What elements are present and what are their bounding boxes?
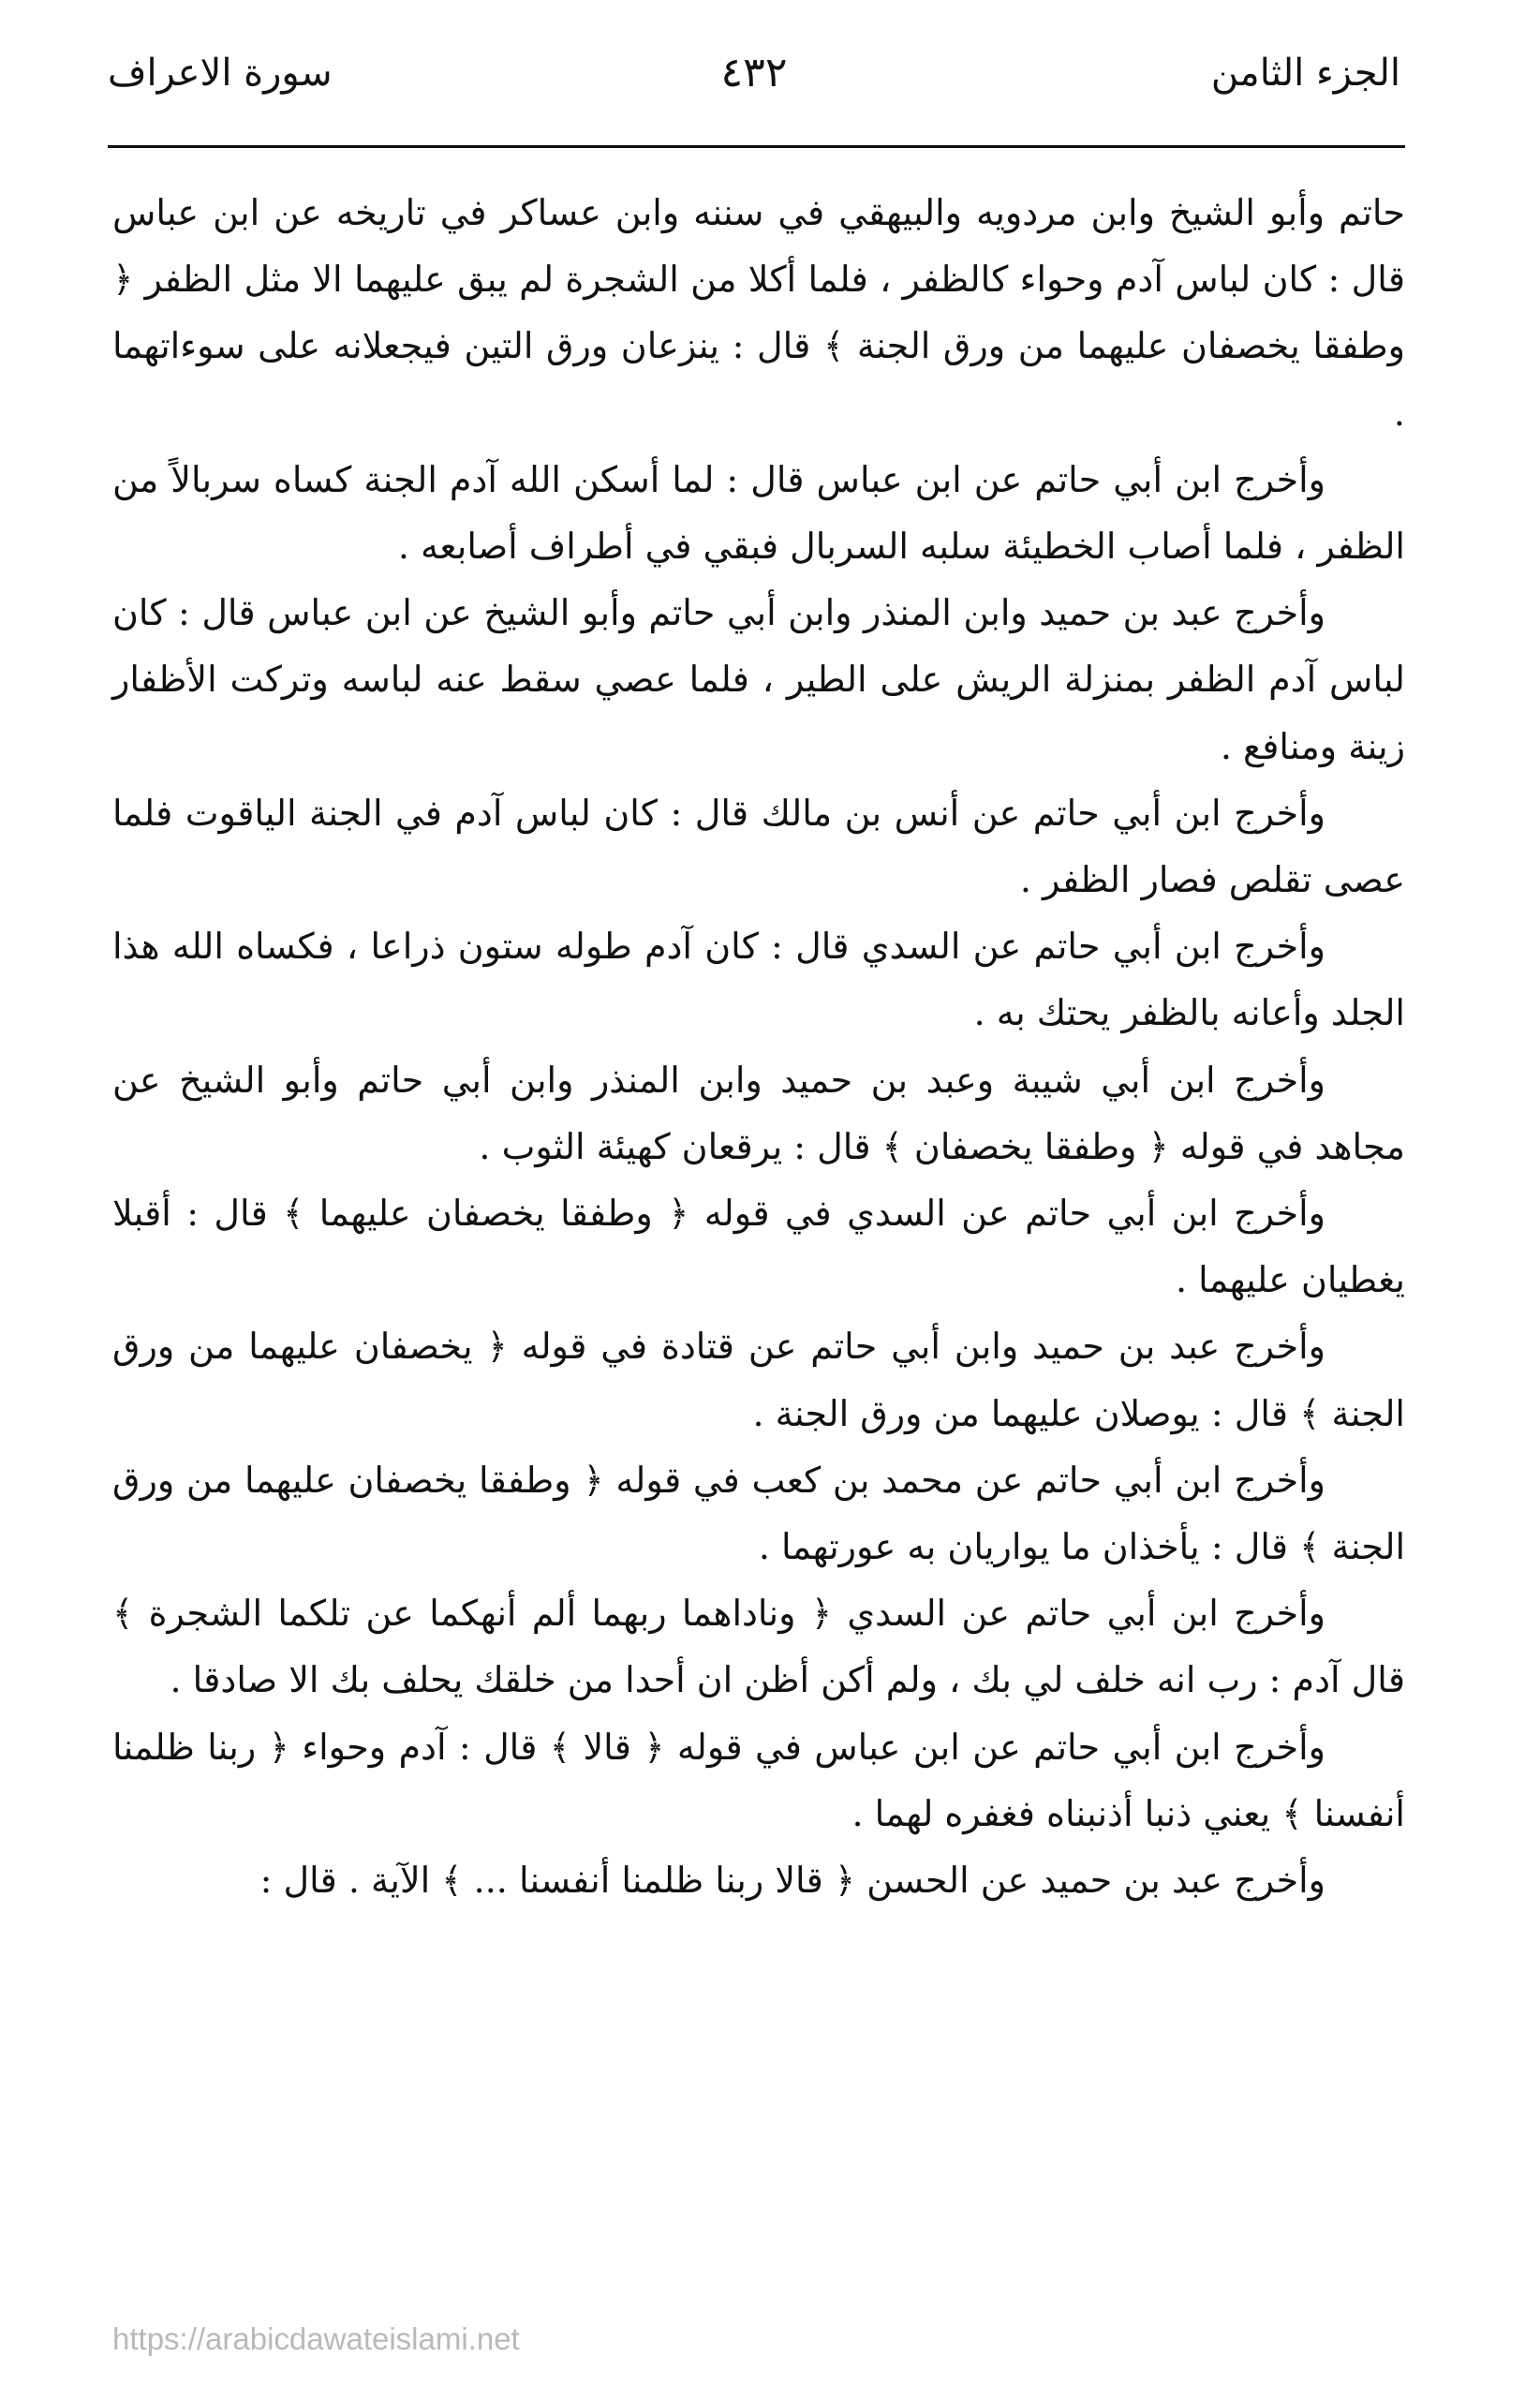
watermark-url: https://arabicdawateislami.net [112, 2321, 520, 2356]
paragraph-9: وأخرج ابن أبي حاتم عن محمد بن كعب في قوله ﴿ وطفقا يخصفان عليهما من ورق الجنة ﴾ قال : يأخذان ما يواريان به عورتهما . [112, 1459, 1405, 1568]
paragraph-7: وأخرج ابن أبي حاتم عن السدي في قوله ﴿ وطفقا يخصفان عليهما ﴾ قال : أقبلا يغطيان عليهما . [112, 1193, 1405, 1301]
page-header [108, 36, 1400, 111]
paragraph-5: وأخرج ابن أبي حاتم عن السدي قال : كان آدم طوله ستون ذراعا ، فكساه الله هذا الجلد وأعانه بالظفر يحتك به . [112, 926, 1405, 1034]
paragraph-11: وأخرج ابن أبي حاتم عن ابن عباس في قوله ﴿ قالا ﴾ قال : آدم وحواء ﴿ ربنا ظلمنا أنفسنا ﴾ يعني ذنبا أذنبناه فغفره لهما . [112, 1726, 1405, 1834]
page-number: ٤٣٢ [720, 49, 788, 96]
paragraph-1: حاتم وأبو الشيخ وابن مردويه والبيهقي في سننه وابن عساكر في تاريخه عن ابن عباس قال : كان لباس آدم وحواء كالظفر ، فلما أكلا من الشجرة لم يبق عليهما الا مثل الظفر ﴿ وطفقا يخصفان عليهما من ورق الجنة ﴾ قال : ينزعان ورق التين فيجعلانه على سوءاتهما . [112, 192, 1405, 434]
page-body [112, 180, 1405, 1914]
header-surah-label: سورة الاعراف [108, 52, 333, 95]
paragraph-12: وأخرج عبد بن حميد عن الحسن ﴿ قالا ربنا ظلمنا أنفسنا ... ﴾ الآية . قال : [259, 1860, 1325, 1902]
paragraph-8: وأخرج عبد بن حميد وابن أبي حاتم عن قتادة في قوله ﴿ يخصفان عليهما من ورق الجنة ﴾ قال : يوصلان عليهما من ورق الجنة . [112, 1326, 1405, 1434]
paragraph-3: وأخرج عبد بن حميد وابن المنذر وابن أبي حاتم وأبو الشيخ عن ابن عباس قال : كان لباس آدم الظفر بمنزلة الريش على الطير ، فلما عصي سقط عنه لباسه وتركت الأظفار زينة ومنافع . [112, 592, 1405, 767]
paragraph-4: وأخرج ابن أبي حاتم عن أنس بن مالك قال : كان لباس آدم في الجنة الياقوت فلما عصى تقلص فصار الظفر . [112, 792, 1405, 901]
paragraph-2: وأخرج ابن أبي حاتم عن ابن عباس قال : لما أسكن الله آدم الجنة كساه سربالاً من الظفر ، فلما أصاب الخطيئة سلبه السربال فبقي في أطراف أصابعه . [112, 458, 1405, 568]
paragraph-6: وأخرج ابن أبي شيبة وعبد بن حميد وابن المنذر وابن أبي حاتم وأبو الشيخ عن مجاهد في قوله ﴿ وطفقا يخصفان ﴾ قال : يرقعان كهيئة الثوب . [112, 1059, 1405, 1167]
header-rule [108, 145, 1405, 148]
paragraph-10: وأخرج ابن أبي حاتم عن السدي ﴿ وناداهما ربهما ألم أنهكما عن تلكما الشجرة ﴾ قال آدم : رب انه خلف لي بك ، ولم أكن أظن ان أحدا من خلقك يحلف بك الا صادقا . [112, 1593, 1405, 1701]
header-part-label: الجزء الثامن [1210, 52, 1400, 95]
